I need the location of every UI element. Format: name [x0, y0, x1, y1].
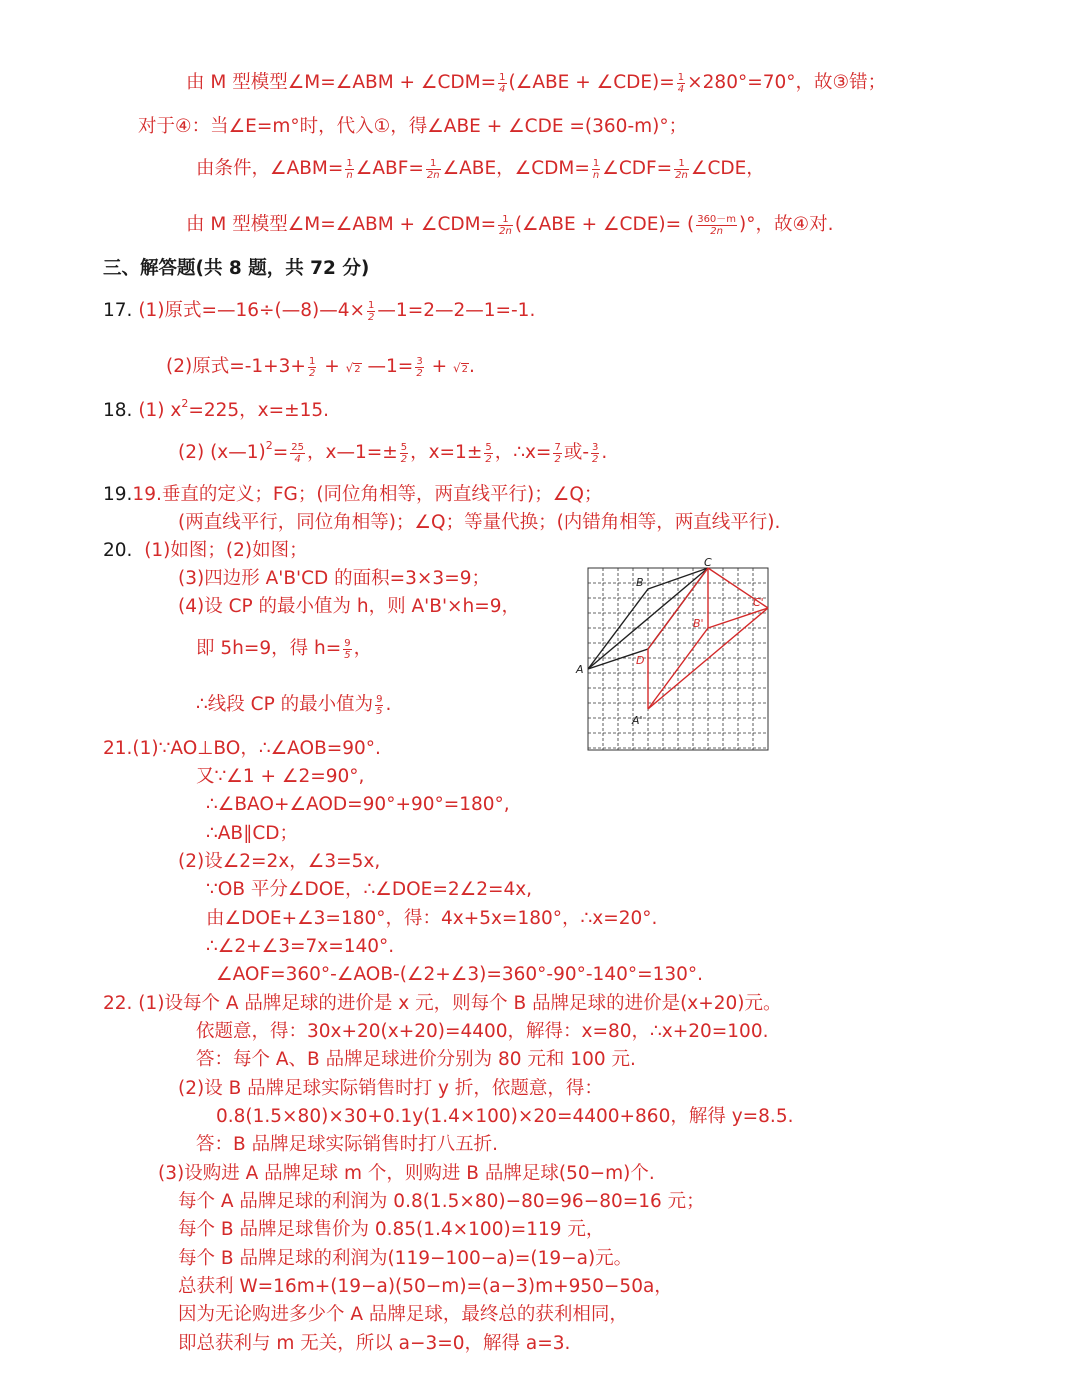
fraction: $\frac{25}{4}$ [291, 441, 304, 465]
q20-part5: 即 5h=9，得 h= $\frac{9}{5}$ ， [196, 637, 373, 661]
fraction: $\frac{5}{2}$ [400, 441, 408, 465]
fraction: $\frac{3}{2}$ [416, 355, 423, 379]
q22-line-13: 即总获利与 m 无关，所以 a−3=0，解得 a=3. [178, 1333, 571, 1354]
top-line-3: 由条件，∠ABM= $\frac{1}{n}$ ∠ABF= $\frac{1}{2n}$ ∠ABE，∠CDM= $\frac{1}{n}$ ∠CDF= $\frac{1}{2n}$ ∠CDE， [196, 157, 765, 181]
q18-part1: 18. (1) $x^2=225$，x=±15. [103, 397, 330, 421]
fraction: $\frac{1}{2n}$ [426, 157, 440, 181]
label-D: D [636, 654, 645, 667]
fraction: $\frac{1}{2}$ [368, 299, 375, 323]
q20-part4: (4)设 CP 的最小值为 h，则 A'B'×h=9， [178, 596, 521, 617]
section-heading: 三、解答题(共 8 题，共 72 分) [103, 258, 370, 279]
q19-line-2: (两直线平行，同位角相等)；∠Q；等量代换；(内错角相等，两直线平行). [178, 512, 781, 533]
q21-line-1: 21.(1)∵AO⊥BO，∴∠AOB=90°. [103, 738, 381, 759]
q22-line-2: 依题意，得：30x+20(x+20)=4400，解得：x=80，∴x+20=100. [196, 1021, 769, 1042]
top-line-4: 由 M 型模型∠M=∠ABM + ∠CDM= $\frac{1}{2n}$ (∠ABE + ∠CDE)= ( $\frac{360-m}{2n}$ )°，故④对. [186, 213, 834, 237]
fraction: $\frac{1}{n}$ [346, 157, 353, 181]
q22-line-9: 每个 B 品牌足球售价为 0.85(1.4×100)=119 元， [178, 1219, 605, 1240]
fraction: $\frac{3}{2}$ [592, 441, 599, 465]
q20-part3: (3)四边形 A'B'CD 的面积=3×3=9； [178, 568, 490, 589]
fraction: $\frac{9}{5}$ [344, 637, 351, 661]
fraction: $\frac{9}{5}$ [376, 693, 383, 717]
q22-line-1: 22. (1)设每个 A 品牌足球的进价是 x 元，则每个 B 品牌足球的进价是(x+20)元。 [103, 993, 782, 1014]
q22-line-12: 因为无论购进多少个 A 品牌足球，最终总的获利相同， [178, 1304, 628, 1325]
grid-lines [588, 568, 768, 750]
q22-line-6: 答：B 品牌足球实际销售时打八五折. [196, 1134, 498, 1155]
q21-line-4: ∴AB∥CD； [206, 823, 299, 844]
label-C-prime: C' [753, 596, 764, 609]
q22-line-7: (3)设购进 A 品牌足球 m 个，则购进 B 品牌足球(50−m)个. [158, 1163, 655, 1184]
label-C: C [704, 556, 712, 569]
q22-line-3: 答：每个 A、B 品牌足球进价分别为 80 元和 100 元. [196, 1049, 636, 1070]
q22-line-8: 每个 A 品牌足球的利润为 0.8(1.5×80)−80=96−80=16 元； [178, 1191, 705, 1212]
label-B: B [636, 576, 644, 589]
top-line-1: 由 M 型模型∠M=∠ABM + ∠CDM= $\frac{1}{4}$ (∠ABE + ∠CDE)= $\frac{1}{4}$ ×280°=70°，故③错； [186, 71, 887, 95]
q21-line-2: 又∵∠1 + ∠2=90°, [196, 766, 365, 787]
q21-line-5: (2)设∠2=2x，∠3=5x, [178, 851, 381, 872]
q19-line-1: 19.19.垂直的定义；FG；(同位角相等，两直线平行)；∠Q； [103, 484, 603, 505]
q20-part1: 20. (1)如图；(2)如图； [103, 540, 308, 561]
fraction: $\frac{1}{2}$ [308, 355, 316, 379]
q20-part6: ∴线段 CP 的最小值为 $\frac{9}{5}$ . [196, 693, 392, 717]
label-A-prime: A' [632, 714, 643, 727]
q21-line-9: ∠AOF=360°-∠AOB-(∠2+∠3)=360°-90°-140°=130°. [216, 964, 704, 985]
q21-line-6: ∵OB 平分∠DOE，∴∠DOE=2∠2=4x, [206, 879, 533, 900]
q21-line-3: ∴∠BAO+∠AOD=90°+90°=180°, [206, 794, 510, 815]
fraction: $\frac{7}{2}$ [554, 441, 561, 465]
q20-grid-figure [574, 556, 780, 756]
fraction: $\frac{1}{2n}$ [675, 157, 688, 181]
q18-part2: (2) (x—1)$^2$= $\frac{25}{4}$ ，x—1=± $\frac{5}{2}$ ，x=1± $\frac{5}{2}$ ，∴x= $\frac{7}{2}$ 或- $\frac{3}{2}$ . [178, 439, 608, 465]
top-line-2: 对于④：当∠E=m°时，代入①，得∠ABE + ∠CDE =(360-m)°； [138, 116, 688, 137]
q22-line-4: (2)设 B 品牌足球实际销售时打 y 折，依题意，得： [178, 1078, 603, 1099]
fraction: $\frac{1}{4}$ [499, 71, 506, 95]
fraction: $\frac{5}{2}$ [485, 441, 492, 465]
fraction: $\frac{360-m}{2n}$ [697, 213, 737, 237]
label-A: A [576, 663, 584, 676]
q17-part2: (2)原式=-1+3+ $\frac{1}{2}$ + √2 —1= $\frac{3}{2}$ + √2. [166, 354, 475, 383]
fraction: $\frac{1}{n}$ [592, 157, 600, 181]
q22-line-5: 0.8(1.5×80)×30+0.1y(1.4×100)×20=4400+860，解得 y=8.5. [216, 1106, 794, 1127]
q21-line-7: 由∠DOE+∠3=180°，得：4x+5x=180°，∴x=20°. [206, 908, 658, 929]
q22-line-10: 每个 B 品牌足球的利润为(119−100−a)=(19−a)元。 [178, 1248, 633, 1269]
label-B-prime: B' [693, 617, 704, 630]
fraction: $\frac{1}{4}$ [677, 71, 685, 95]
fraction: $\frac{1}{2n}$ [499, 213, 512, 237]
sqrt: √2 [345, 361, 361, 375]
q22-line-11: 总获利 W=16m+(19−a)(50−m)=(a−3)m+950−50a， [178, 1276, 673, 1297]
q21-line-8: ∴∠2+∠3=7x=140°. [206, 936, 395, 957]
sqrt: √2 [452, 361, 469, 375]
q17-part1: 17. (1)原式=—16÷(—8)—4× $\frac{1}{2}$ —1=2—2—1=-1. [103, 299, 536, 323]
